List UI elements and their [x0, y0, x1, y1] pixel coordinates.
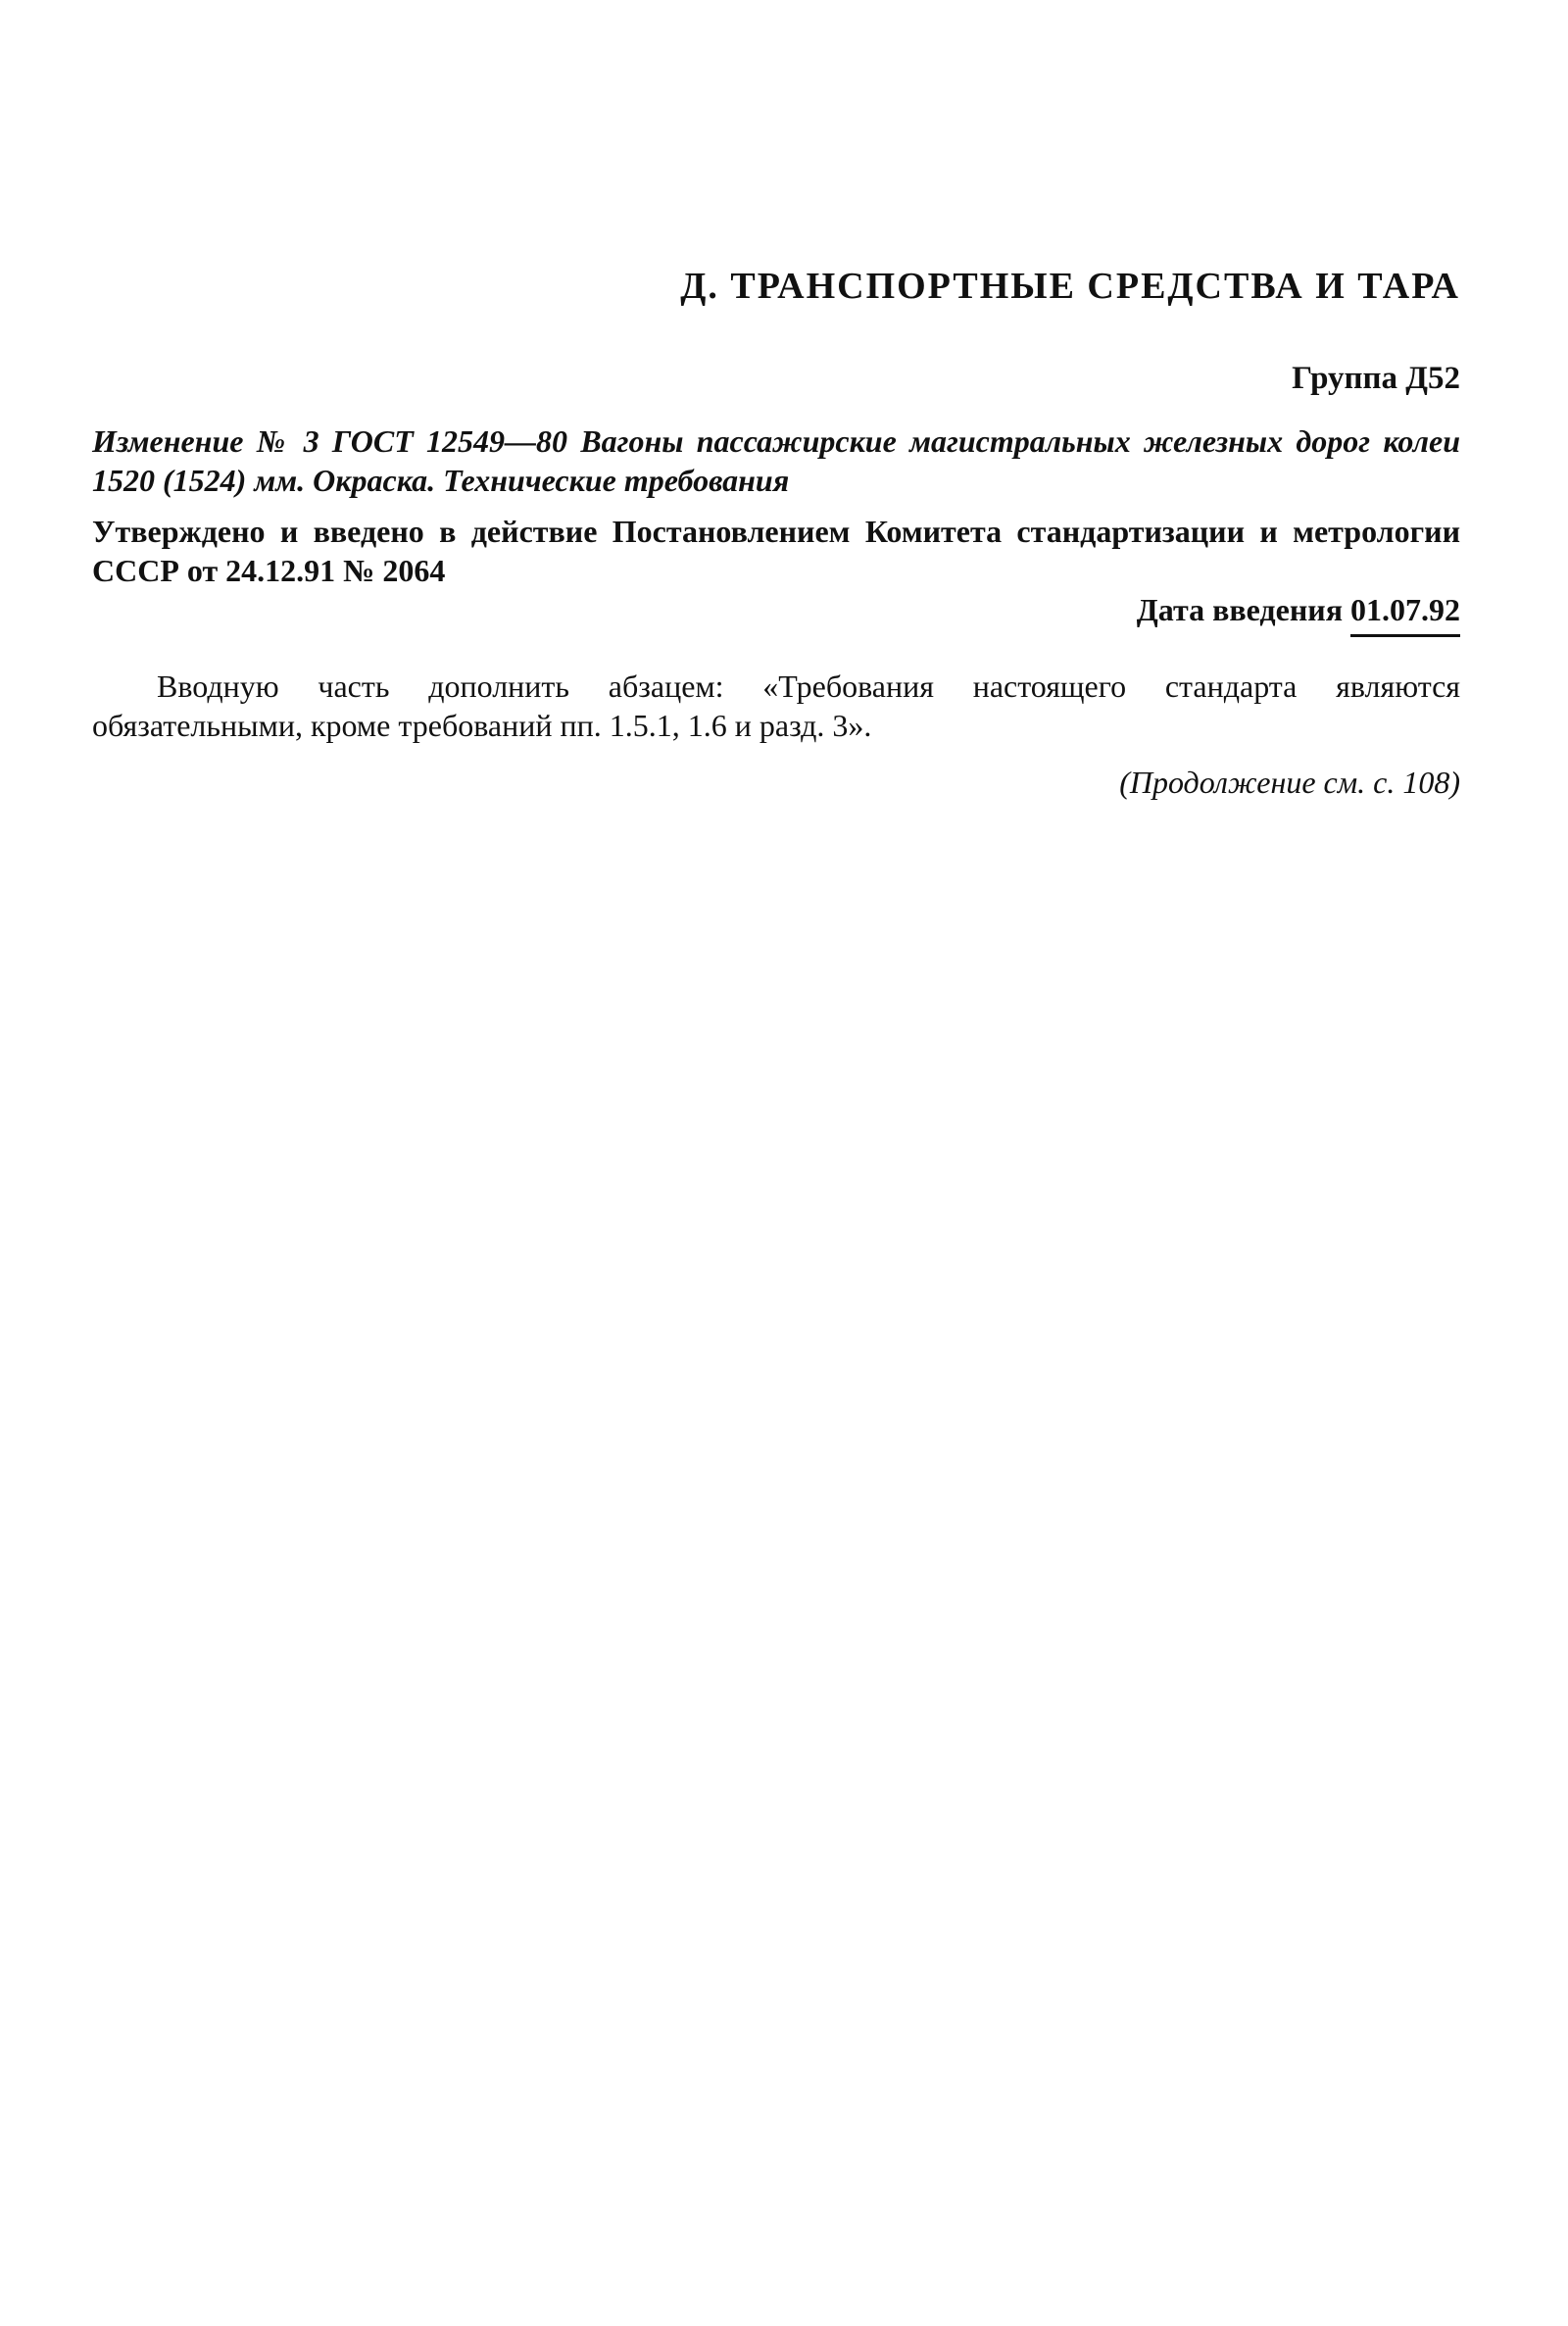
- intro-date: [92, 592, 1460, 637]
- continuation-note: (Продолжение см. с. 108): [1119, 765, 1460, 800]
- intro-date-label: Дата введения: [1136, 592, 1343, 627]
- group-code: Группа Д52: [1292, 361, 1460, 396]
- change-title-lead: Изменение № 3 ГОСТ 12549—80: [92, 423, 568, 459]
- section-title: Д. ТРАНСПОРТНЫЕ СРЕДСТВА И ТАРА: [680, 266, 1460, 307]
- change-title: [92, 421, 1460, 500]
- change-title-rest: Вагоны пассажирские магистральных железных дорог колеи 1520 (1524) мм. Окраска. Технические требования: [92, 423, 1461, 498]
- intro-date-value: 01.07.92: [1350, 592, 1460, 637]
- body-paragraph: Вводную часть дополнить абзацем: «Требования настоящего стандарта являются обязательными, кроме требований пп. 1.5.1, 1.6 и разд. 3».: [92, 668, 1460, 743]
- approval-statement: Утверждено и введено в действие Постановлением Комитета стандартизации и метрологии СССР от 24.12.91 № 2064: [92, 514, 1460, 588]
